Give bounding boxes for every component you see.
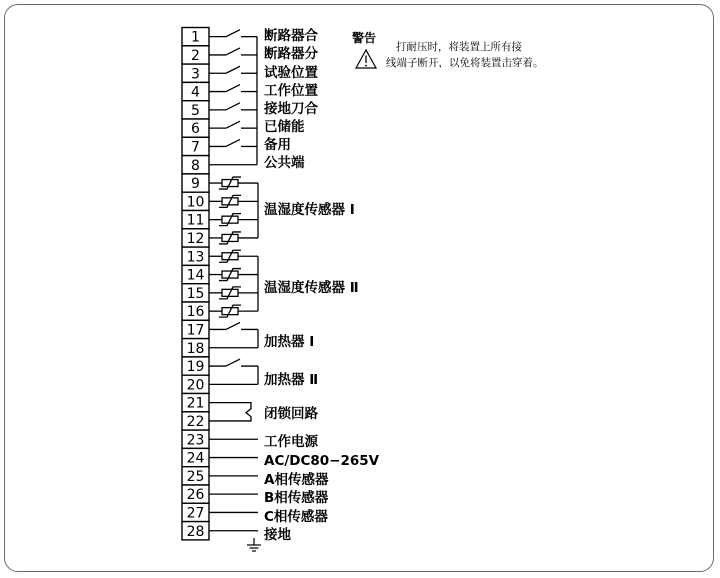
heater-contact (226, 322, 240, 329)
terminal-number: 28 (186, 523, 205, 540)
terminal-number: 17 (186, 322, 205, 339)
warning-line-1: 打耐压时，将装置上所有接 (396, 41, 522, 53)
terminal-number: 3 (191, 66, 200, 83)
label-charged: 已储能 (264, 119, 305, 135)
label-heater-1: 加热器 Ⅰ (264, 334, 315, 350)
terminal-number: 24 (186, 450, 205, 467)
terminal-number: 25 (186, 468, 205, 485)
terminal-number: 2 (191, 47, 200, 64)
label-sensor-c: C相传感器 (264, 509, 328, 525)
terminal-number: 8 (191, 157, 200, 174)
label-work-position: 工作位置 (264, 83, 318, 99)
terminal-number: 23 (186, 432, 205, 449)
label-spare: 备用 (264, 137, 291, 153)
wiring-lines (209, 30, 258, 531)
label-voltage: AC/DC80−265V (264, 453, 380, 469)
contact-blade (226, 103, 240, 110)
terminal-number: 12 (186, 230, 205, 247)
terminal-number: 6 (191, 121, 200, 138)
contact-blade (226, 139, 240, 146)
terminal-number: 26 (186, 487, 205, 504)
terminal-number: 7 (191, 139, 200, 156)
terminal-number: 4 (191, 84, 200, 101)
contact-blade (226, 85, 240, 92)
terminal-number: 22 (186, 413, 205, 430)
terminal-number: 10 (186, 194, 205, 211)
heater-contact (226, 359, 240, 366)
terminal-number: 5 (191, 102, 200, 119)
contact-blade (226, 121, 240, 128)
terminal-number: 15 (186, 285, 205, 302)
warning-line-2: 线端子断开，以免将装置击穿着。 (386, 57, 544, 69)
contact-blade (226, 66, 240, 73)
label-sensor-a: A相传感器 (264, 472, 329, 488)
label-test-position: 试验位置 (264, 65, 318, 81)
label-ground: 接地 (264, 527, 291, 543)
warning-title: 警告 (352, 31, 377, 45)
contact-blade (226, 30, 240, 37)
warning-triangle-icon (356, 50, 376, 68)
label-heater-2: 加热器 Ⅱ (264, 372, 319, 388)
label-common: 公共端 (264, 155, 305, 171)
label-earth-switch: 接地刀合 (264, 101, 318, 117)
terminal-block (182, 28, 209, 540)
label-sensor-b: B相传感器 (264, 490, 329, 506)
terminal-number: 21 (186, 395, 205, 412)
terminal-number: 14 (186, 267, 205, 284)
label-breaker-open: 断路器分 (264, 46, 318, 62)
terminal-number: 9 (191, 176, 200, 193)
label-power: 工作电源 (264, 434, 318, 450)
label-breaker-close: 断路器合 (264, 28, 318, 44)
terminal-number: 18 (186, 340, 205, 357)
terminal-number: 27 (186, 505, 205, 522)
lockout-wire (209, 403, 251, 421)
terminal-number: 11 (186, 212, 205, 229)
terminal-number: 16 (186, 304, 205, 321)
terminal-number: 1 (191, 29, 200, 46)
ground-icon (247, 538, 261, 551)
terminal-number: 13 (186, 249, 205, 266)
terminal-number: 20 (186, 377, 205, 394)
label-th-sensor-2: 温湿度传感器 Ⅱ (264, 280, 359, 296)
label-lockout-loop: 闭锁回路 (264, 406, 318, 422)
terminal-number: 19 (186, 359, 205, 376)
contact-blade (226, 48, 240, 55)
label-th-sensor-1: 温湿度传感器 Ⅰ (264, 202, 355, 218)
